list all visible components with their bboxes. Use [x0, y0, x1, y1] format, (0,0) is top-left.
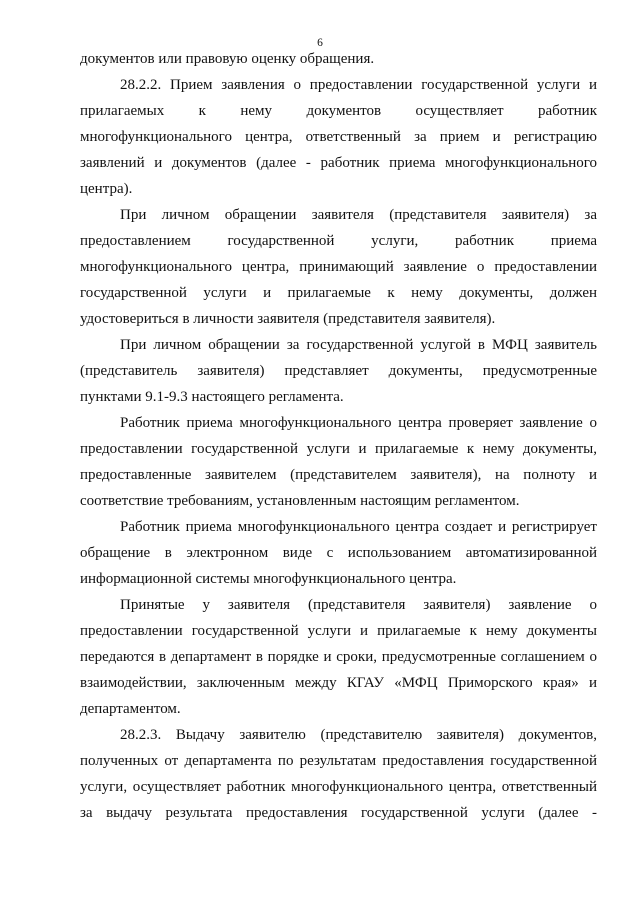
text-line: При личном обращении за государственной услугой в МФЦ заявитель: [120, 337, 597, 353]
page-number: 6: [317, 37, 323, 49]
text-line: Работник приема многофункционального центра проверяет заявление о: [120, 415, 597, 431]
text-line: Работник приема многофункционального центра создает и регистрирует: [120, 519, 597, 535]
paragraph-continuation: [80, 46, 597, 72]
document-body: [80, 46, 597, 826]
paragraph-documents-submission: [80, 332, 597, 410]
text-line: предоставлением государственной услуги, работник приема: [80, 233, 597, 249]
text-line: Принятые у заявителя (представителя заявителя) заявление о: [120, 597, 597, 613]
text-line: прилагаемых к нему документов осуществляет работник: [80, 103, 597, 119]
paragraph-28-2-3: [80, 722, 597, 826]
paragraph-verification: [80, 410, 597, 514]
text-line: удостовериться в личности заявителя (представителя заявителя).: [80, 311, 496, 327]
text-line: взаимодействии, заключенным между КГАУ «МФЦ Приморского края» и: [80, 675, 597, 691]
text-line: многофункционального центра, ответственный за прием и регистрацию: [80, 129, 597, 145]
text-line: многофункционального центра, принимающий заявление о предоставлении: [80, 259, 597, 275]
text-line: 28.2.3. Выдачу заявителю (представителю заявителя) документов,: [120, 727, 597, 743]
paragraph-28-2-2: [80, 72, 597, 202]
text-line: предоставлении государственной услуги и прилагаемые к нему документы,: [80, 441, 597, 457]
text-line: соответствие требованиям, установленным настоящим регламентом.: [80, 493, 520, 509]
text-line: передаются в департамент в порядке и сроки, предусмотренные соглашением о: [80, 649, 597, 665]
text-line: 28.2.2. Прием заявления о предоставлении государственной услуги и: [120, 77, 597, 93]
text-line: предоставленные заявителем (представителем заявителя), на полноту и: [80, 467, 597, 483]
text-line: предоставлении государственной услуги и прилагаемые к нему документы: [80, 623, 597, 639]
text-line: пунктами 9.1-9.3 настоящего регламента.: [80, 389, 344, 405]
paragraph-transfer: [80, 592, 597, 722]
text-line: услуги, осуществляет работник многофункционального центра, ответственный: [80, 779, 597, 795]
text-line: документов или правовую оценку обращения.: [80, 51, 375, 67]
text-line: государственной услуги и прилагаемые к нему документы, должен: [80, 285, 597, 301]
text-line: департаментом.: [80, 701, 181, 717]
text-line: за выдачу результата предоставления государственной услуги (далее -: [80, 805, 597, 821]
text-line: (представитель заявителя) представляет документы, предусмотренные: [80, 363, 597, 379]
paragraph-registration: [80, 514, 597, 592]
text-line: центра).: [80, 181, 133, 197]
text-line: При личном обращении заявителя (представителя заявителя) за: [120, 207, 597, 223]
text-line: обращение в электронном виде с использованием автоматизированной: [80, 545, 597, 561]
text-line: заявлений и документов (далее - работник приема многофункционального: [80, 155, 597, 171]
paragraph-personal-visit: [80, 202, 597, 332]
text-line: информационной системы многофункционального центра.: [80, 571, 457, 587]
text-line: полученных от департамента по результатам предоставления государственной: [80, 753, 597, 769]
